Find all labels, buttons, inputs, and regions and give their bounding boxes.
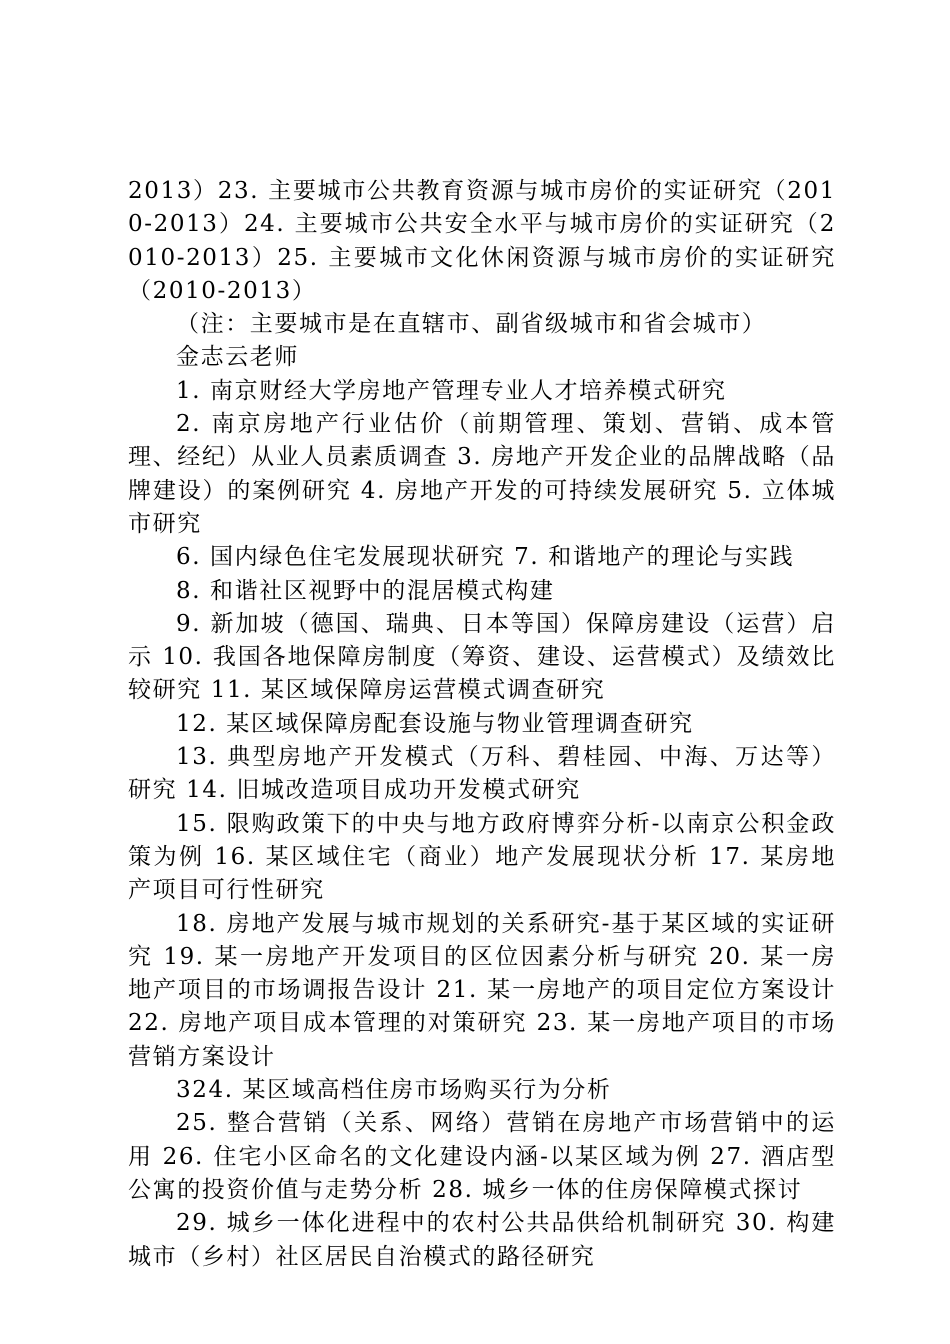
paragraph-topics-29-30: 29. 城乡一体化进程中的农村公共品供给机制研究 30. 构建城市（乡村）社区居民自治模式的路径研究 bbox=[128, 1210, 836, 1270]
paragraph-topics-25-28: 25. 整合营销（关系、网络）营销在房地产市场营销中的运用 26. 住宅小区命名的文化建设内涵-以某区域为例 27. 酒店型公寓的投资价值与走势分析 28. 城乡一体的住房保障模式探讨 bbox=[128, 1110, 836, 1203]
paragraph-note-major-cities: （注：主要城市是在直辖市、副省级城市和省会城市） bbox=[176, 311, 767, 338]
paragraph-topic-8: 8. 和谐社区视野中的混居模式构建 bbox=[176, 577, 555, 604]
paragraph-research-topics-2013: 2013）23. 主要城市公共教育资源与城市房价的实证研究（2010-2013）24. 主要城市公共安全水平与城市房价的实证研究（2010-2013）25. 主要城市文化休闲资源与城市房价的实证研究（2010-2013） bbox=[128, 178, 836, 304]
paragraph-topic-12: 12. 某区域保障房配套设施与物业管理调查研究 bbox=[176, 710, 694, 737]
paragraph-topic-1: 1. 南京财经大学房地产管理专业人才培养模式研究 bbox=[176, 377, 727, 404]
paragraph-teacher-name: 金志云老师 bbox=[176, 344, 299, 371]
paragraph-topics-2-5: 2. 南京房地产行业估价（前期管理、策划、营销、成本管理、经纪）从业人员素质调查 3. 房地产开发企业的品牌战略（品牌建设）的案例研究 4. 房地产开发的可持续发展研究 5. 立体城市研究 bbox=[128, 411, 836, 537]
paragraph-topics-9-11: 9. 新加坡（德国、瑞典、日本等国）保障房建设（运营）启示 10. 我国各地保障房制度（筹资、建设、运营模式）及绩效比较研究 11. 某区域保障房运营模式调查研究 bbox=[128, 610, 836, 704]
document-body bbox=[128, 175, 836, 1274]
paragraph-topic-324: 324. 某区域高档住房市场购买行为分析 bbox=[176, 1077, 612, 1104]
paragraph-topics-18-23: 18. 房地产发展与城市规划的关系研究-基于某区域的实证研究 19. 某一房地产开发项目的区位因素分析与研究 20. 某一房地产项目的市场调报告设计 21. 某一房地产的项目定位方案设计 22. 房地产项目成本管理的对策研究 23. 某一房地产项目的市场营销方案设计 bbox=[128, 910, 836, 1070]
paragraph-topics-6-7: 6. 国内绿色住宅发展现状研究 7. 和谐地产的理论与实践 bbox=[176, 544, 795, 571]
paragraph-topics-15-17: 15. 限购政策下的中央与地方政府博弈分析-以南京公积金政策为例 16. 某区域住宅（商业）地产发展现状分析 17. 某房地产项目可行性研究 bbox=[128, 810, 836, 904]
paragraph-topics-13-14: 13. 典型房地产开发模式（万科、碧桂园、中海、万达等）研究 14. 旧城改造项目成功开发模式研究 bbox=[128, 744, 836, 804]
